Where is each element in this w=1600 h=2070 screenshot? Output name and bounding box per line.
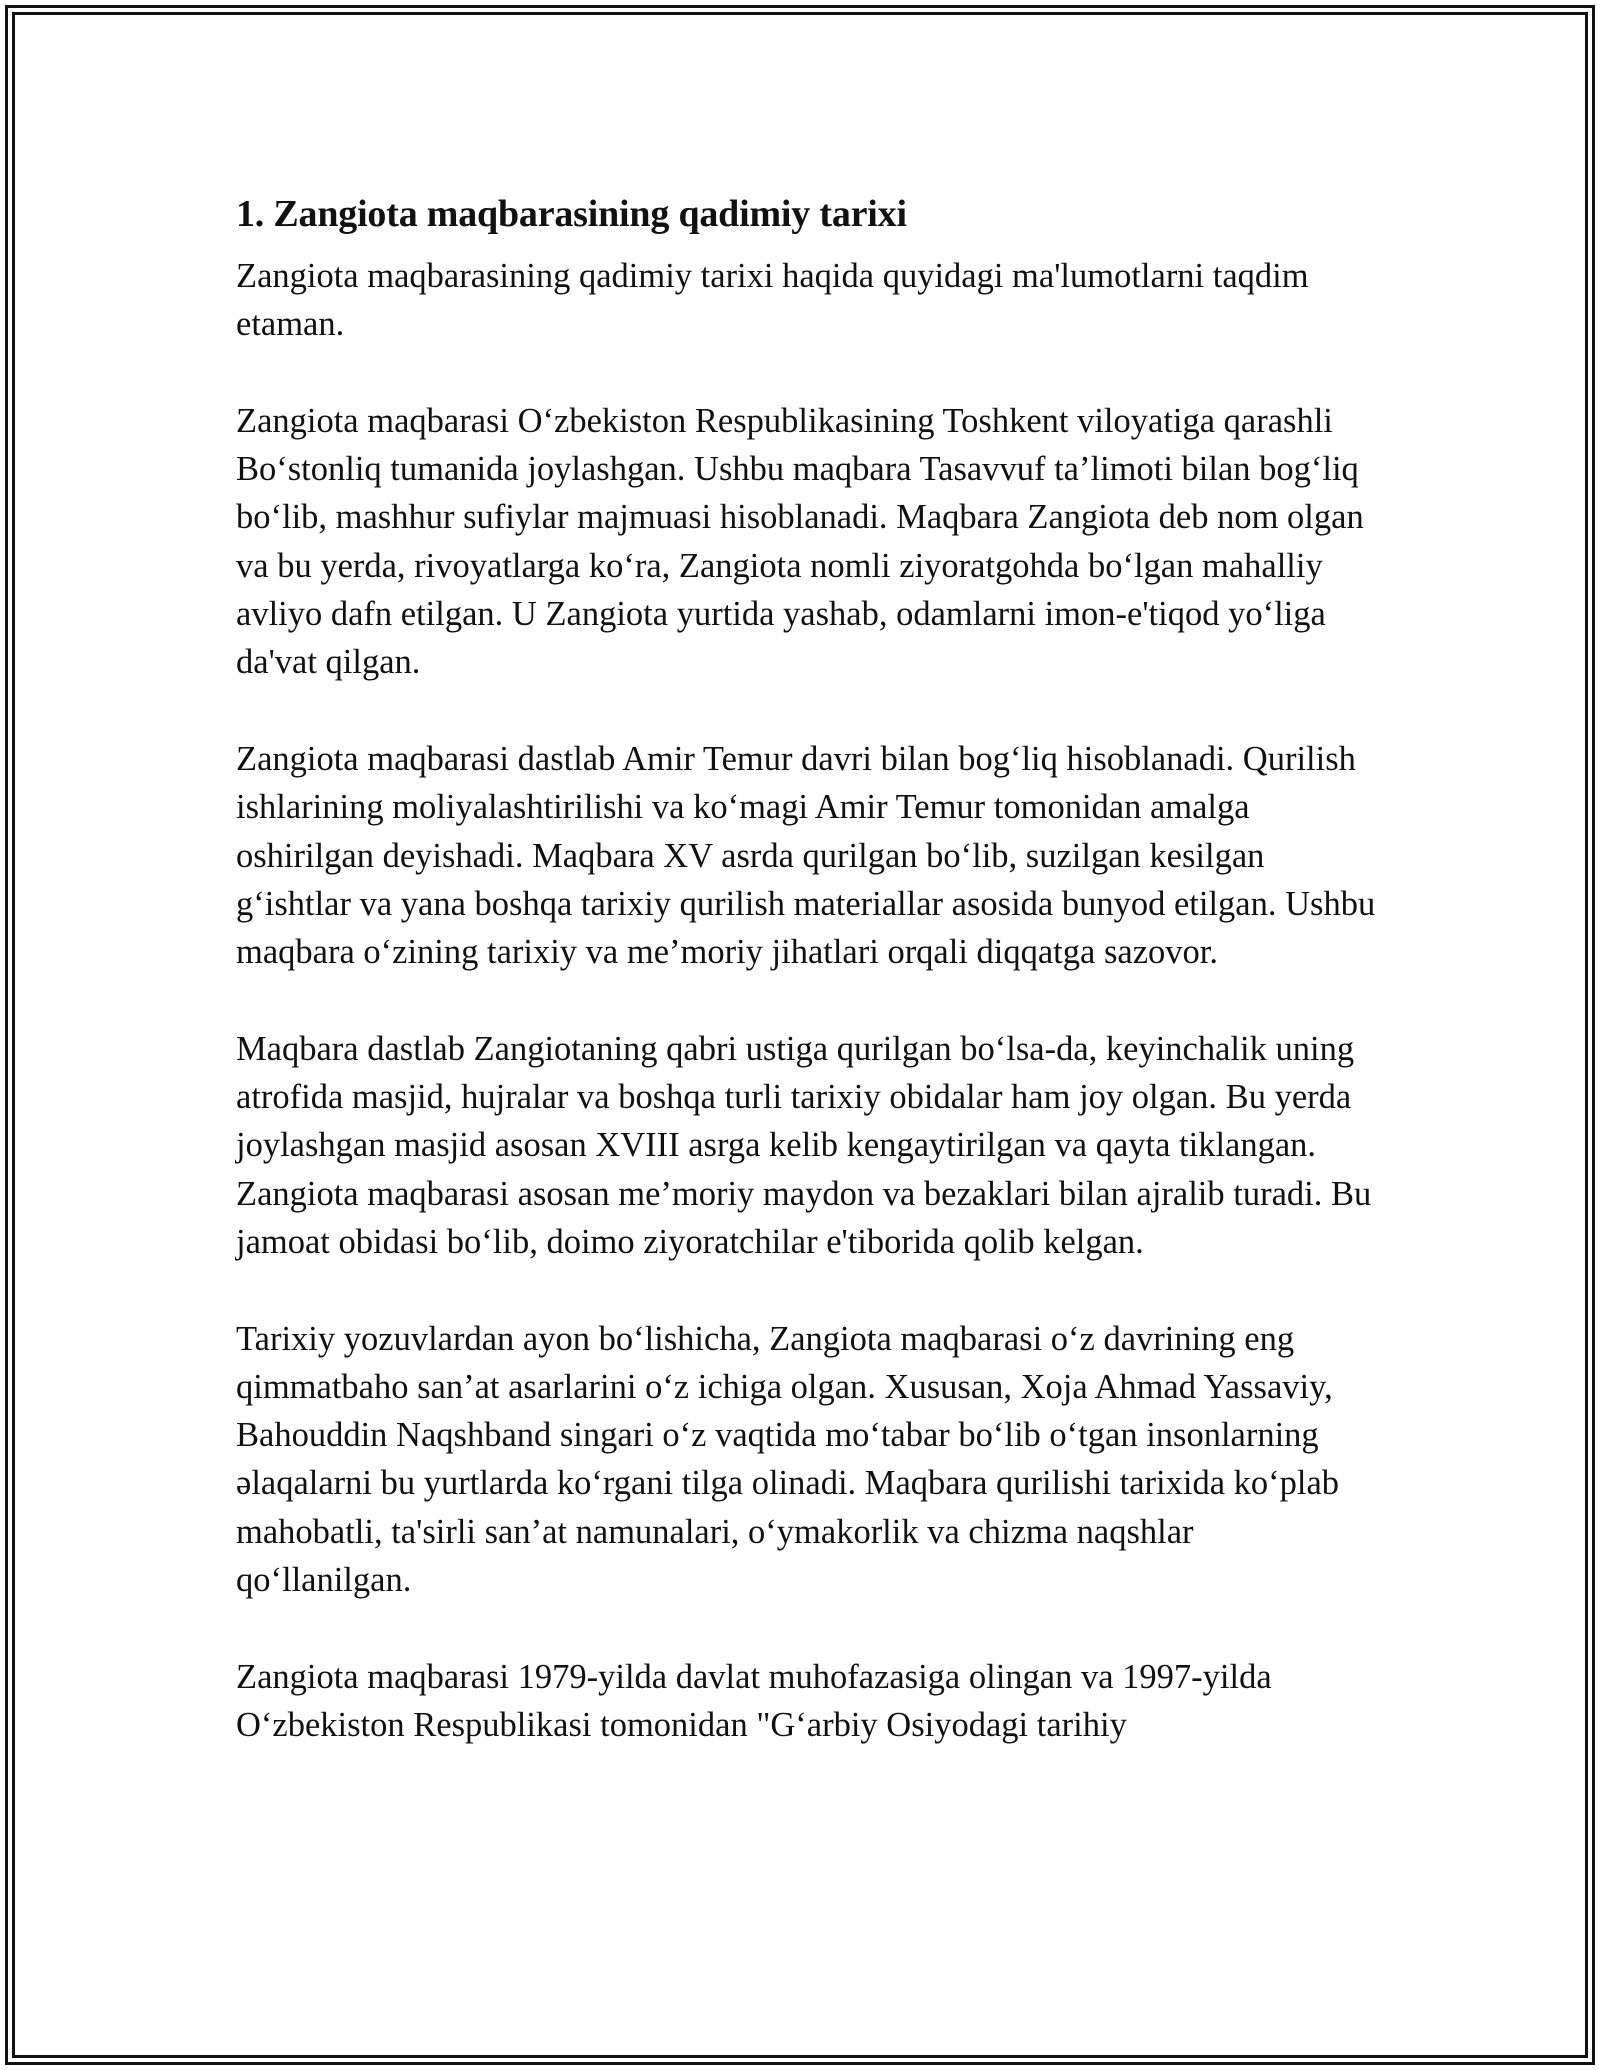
- paragraph-protection: Zangiota maqbarasi 1979-yilda davlat muhofazasiga olingan va 1997-yilda O‘zbekiston Respublikasi tomonidan "G‘arbiy Osiyodagi tarihiy: [236, 1657, 1272, 1744]
- paragraph-construction: Zangiota maqbarasi dastlab Amir Temur davri bilan bog‘liq hisoblanadi. Qurilish ishlarining moliyalashtirilishi va ko‘magi Amir Temur tomonidan amalga oshirilgan deyishadi. Maqbara XV asrda qurilgan bo‘lib, suzilgan kesilgan g‘ishtlar va yana boshqa tarixiy qurilish materiallar asosida bunyod etilgan. Ushbu maqbara o‘zining tarixiy va me’moriy jihatlari orqali diqqatga sazovor.: [236, 739, 1376, 972]
- paragraph-intro: Zangiota maqbarasining qadimiy tarixi haqida quyidagi ma'lumotlarni taqdim etaman.: [236, 257, 1309, 344]
- document-body: [236, 184, 1376, 1749]
- paragraph-complex: Maqbara dastlab Zangiotaning qabri ustiga qurilgan bo‘lsa-da, keyinchalik uning atrofida masjid, hujralar va boshqa turli tarixiy obidalar ham joy olgan. Bu yerda joylashgan masjid asosan XVIII asrga kelib kengaytirilgan va qayta tiklangan. Zangiota maqbarasi asosan me’moriy maydon va bezaklari bilan ajralib turadi. Bu jamoat obidasi bo‘lib, doimo ziyoratchilar e'tiborida qolib kelgan.: [236, 1029, 1372, 1261]
- paragraph-art: Tarixiy yozuvlardan ayon bo‘lishicha, Zangiota maqbarasi o‘z davrining eng qimmatbaho san’at asarlarini o‘z ichiga olgan. Xususan, Xoja Ahmad Yassaviy, Bahouddin Naqshband singari o‘z vaqtida mo‘tabar bo‘lib o‘tgan insonlarning əlaqalarni bu yurtlarda ko‘rgani tilga olinadi. Maqbara qurilishi tarixida ko‘plab mahobatli, ta'sirli san’at namunalari, o‘ymakorlik va chizma naqshlar qo‘llanilgan.: [236, 1319, 1340, 1600]
- paragraph-location: Zangiota maqbarasi O‘zbekiston Respublikasining Toshkent viloyatiga qarashli Bo‘stonliq tumanida joylashgan. Ushbu maqbara Tasavvuf ta’limoti bilan bog‘liq bo‘lib, mashhur sufiylar majmuasi hisoblanadi. Maqbara Zangiota deb nom olgan va bu yerda, rivoyatlarga ko‘ra, Zangiota nomli ziyoratgohda bo‘lgan mahalliy avliyo dafn etilgan. U Zangiota yurtida yashab, odamlarni imon-e'tiqod yo‘liga da'vat qilgan.: [236, 401, 1364, 682]
- section-heading: 1. Zangiota maqbarasining qadimiy tarixi: [236, 193, 907, 235]
